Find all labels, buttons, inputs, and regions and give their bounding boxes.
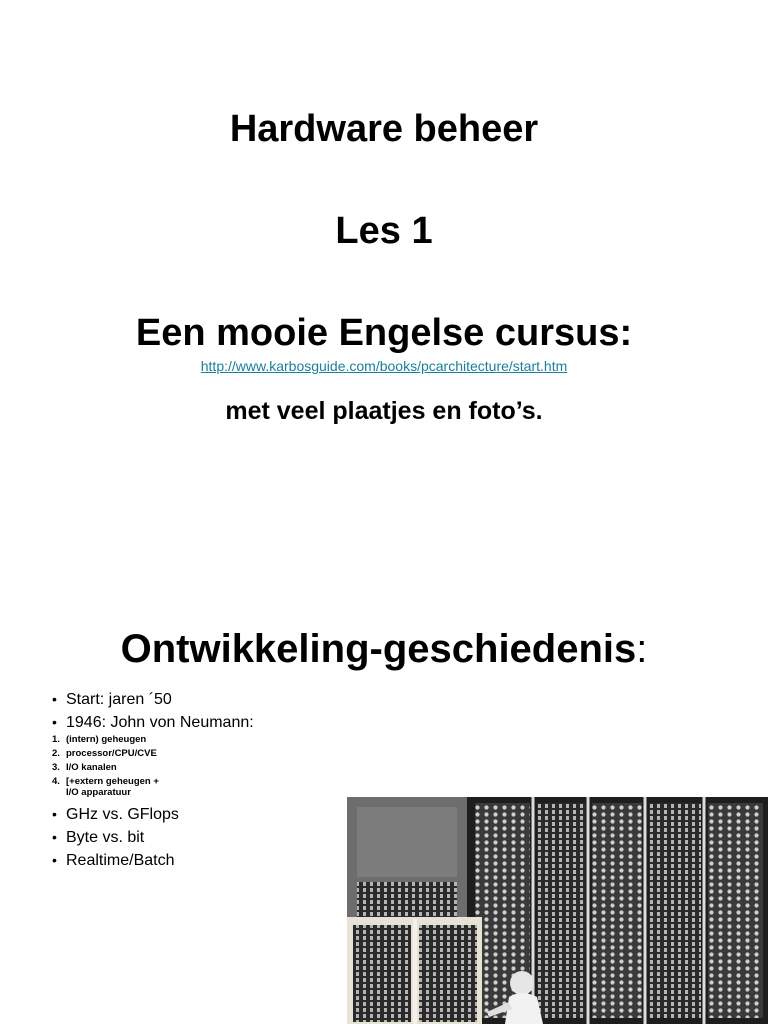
subtitle: met veel plaatjes en foto’s. — [225, 397, 543, 425]
section-heading — [0, 625, 768, 673]
list-item: 3. I/O kanalen — [52, 762, 117, 773]
list-item: • 1946: John von Neumann: — [52, 711, 254, 734]
bullet-list-bottom — [52, 803, 179, 872]
numbered-list — [52, 734, 159, 801]
list-item: • GHz vs. GFlops — [52, 803, 179, 826]
course-link[interactable]: http://www.karbosguide.com/books/pcarchitecture/start.htm — [200, 358, 568, 374]
section-heading-text: Ontwikkeling-geschiedenis — [120, 627, 637, 671]
list-item: 4. [+extern geheugen + I/O apparatuur — [52, 776, 159, 798]
section-heading-colon: : — [636, 627, 648, 671]
lesson-title: Les 1 — [335, 210, 433, 252]
list-item: • Byte vs. bit — [52, 826, 179, 849]
course-link-wrapper — [0, 357, 768, 375]
list-item: 1. (intern) geheugen — [52, 734, 147, 745]
bullet-list-top — [52, 688, 254, 734]
list-item: • Realtime/Batch — [52, 849, 179, 872]
eniac-computer-photo — [347, 797, 768, 1024]
course-title: Een mooie Engelse cursus: — [135, 312, 633, 354]
list-item: • Start: jaren ´50 — [52, 688, 254, 711]
page-title: Hardware beheer — [229, 108, 539, 150]
list-item: 2. processor/CPU/CVE — [52, 748, 157, 759]
